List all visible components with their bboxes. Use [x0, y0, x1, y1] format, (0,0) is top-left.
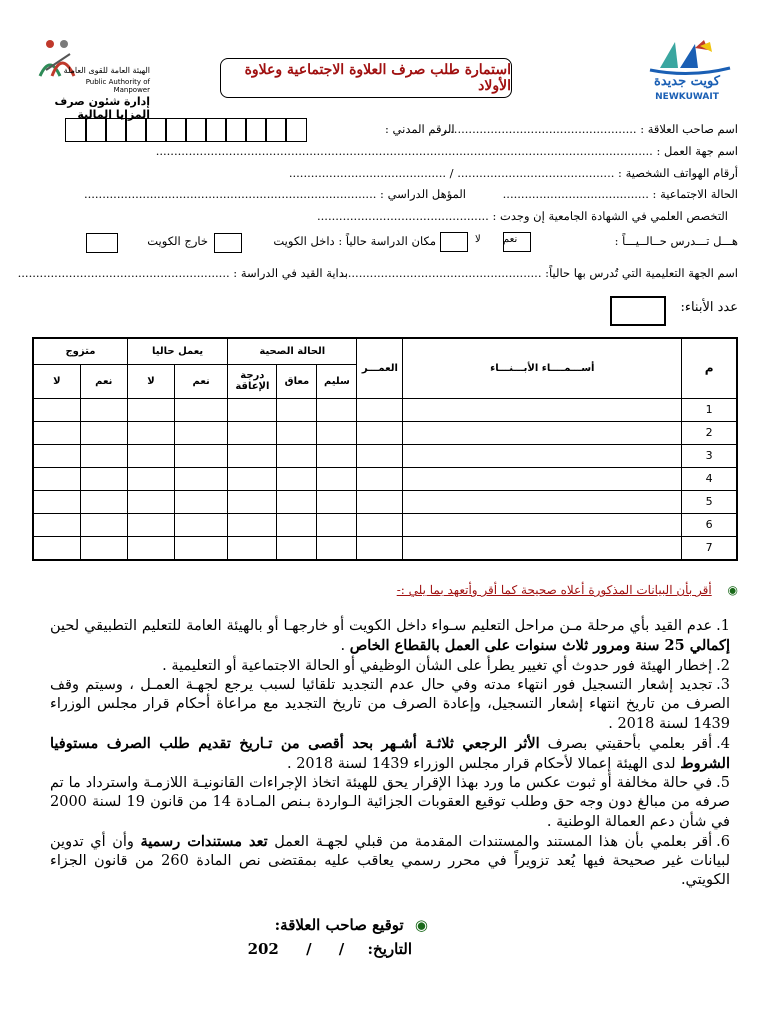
declaration-intro: ◉ أقر بأن البيانات المذكورة أعلاه صحيحة كما أقر وأتعهد بما يلي :-: [396, 583, 738, 597]
row-number: 7: [682, 536, 737, 560]
table-cell[interactable]: [277, 467, 317, 490]
table-cell[interactable]: [317, 467, 357, 490]
declaration-item: 5.في حالة مخالفة أو ثبوت عكس ما ورد بهذا الإقرار يحق للهيئة اتخاذ الإجراءات القانونيـة اللازمـة واسترداد ما تم صرفه من مبالغ دون وجه حق وطلب توقيع العقوبات الجزائية الـواردة بـنص المـادة 14 من قانون 19 لسنة 2000 في شأن دعم العمالة الوطنية .: [50, 775, 731, 830]
institution-field[interactable]: اسم الجهة التعليمية التي تُدرس بها حالياً: .......................................................: [340, 266, 738, 280]
outside-kuwait-checkbox[interactable]: [86, 233, 118, 253]
table-cell[interactable]: [403, 536, 682, 560]
logo-text-ar: كويت جديدة: [654, 74, 720, 89]
table-cell[interactable]: [403, 513, 682, 536]
table-cell[interactable]: [357, 536, 403, 560]
civil-id-label: الرقم المدني :: [385, 122, 455, 136]
table-cell[interactable]: [80, 421, 127, 444]
pam-emblem-icon: [30, 36, 150, 84]
table-row: [33, 467, 737, 490]
studying-yes-checkbox[interactable]: [503, 232, 531, 252]
table-cell[interactable]: [357, 421, 403, 444]
col-married-yes: نعم: [80, 364, 127, 398]
row-number: 3: [682, 444, 737, 467]
col-age: العمـــر: [357, 338, 403, 398]
col-working: يعمل حاليا: [127, 338, 227, 364]
row-number: 2: [682, 421, 737, 444]
no-label: لا: [475, 234, 481, 245]
form-title: استمارة طلب صرف العلاوة الاجتماعية وعلاوة الأولاد: [220, 58, 512, 98]
table-cell[interactable]: [80, 467, 127, 490]
declaration-item: 2.إخطار الهيئة فور حدوث أي تغيير يطرأ على الشأن الوظيفي أو الحالة الاجتماعية أو التعليمية .: [162, 658, 730, 674]
beneficiary-name-field[interactable]: اسم صاحب العلاقة : .....................................................: [442, 122, 738, 136]
table-cell[interactable]: [403, 398, 682, 421]
table-cell[interactable]: [127, 467, 174, 490]
table-cell[interactable]: [317, 536, 357, 560]
children-table: [32, 337, 738, 561]
table-cell[interactable]: [403, 467, 682, 490]
table-cell[interactable]: [277, 513, 317, 536]
table-cell[interactable]: [175, 490, 228, 513]
table-cell[interactable]: [277, 421, 317, 444]
logo-text-en: NEWKUWAIT: [655, 92, 719, 102]
outside-kuwait-label: خارج الكويت: [147, 234, 208, 248]
table-cell[interactable]: [357, 398, 403, 421]
study-start-field[interactable]: بداية القيد في الدراسة : ..........................................................: [17, 266, 348, 280]
date-line: التاريخ: / / 202: [247, 940, 412, 958]
table-cell[interactable]: [228, 398, 277, 421]
children-count-label: عدد الأبناء:: [680, 300, 738, 315]
studying-label: هـــل تـــدرس حــالــيـــاً :: [614, 234, 738, 248]
table-row: [33, 444, 737, 467]
declaration-item: 4.أقر بعلمي بأحقيتي بصرف الأثر الرجعي ثلاثـة أشـهر بحد أقصى من تـاريخ تقديم طلب الصرف مستوفيا الشروط لدى الهيئة إعمالا لأحكام قرار مجلس الوزراء 1439 لسنة 2018 .: [50, 735, 730, 772]
education-field[interactable]: المؤهل الدراسي : ................................................................................: [83, 187, 466, 201]
table-cell[interactable]: [33, 444, 80, 467]
table-cell[interactable]: [33, 536, 80, 560]
table-row: [33, 398, 737, 421]
table-cell[interactable]: [127, 536, 174, 560]
table-cell[interactable]: [175, 513, 228, 536]
department-name: إدارة شئون صرف المزايا المالية: [54, 95, 150, 121]
study-place-label: مكان الدراسة حالياً : داخل الكويت: [273, 234, 436, 248]
signature-line: ◉ توقيع صاحب العلاقة:: [274, 916, 428, 934]
sailboat-icon: [640, 38, 740, 78]
inside-kuwait-checkbox[interactable]: [214, 233, 242, 253]
table-cell[interactable]: [80, 398, 127, 421]
table-cell[interactable]: [317, 513, 357, 536]
phones-field[interactable]: أرقام الهواتف الشخصية : ........................................... / ...........................................: [288, 166, 738, 180]
col-working-no: لا: [127, 364, 174, 398]
table-cell[interactable]: [317, 490, 357, 513]
col-working-yes: نعم: [175, 364, 228, 398]
table-cell[interactable]: [357, 513, 403, 536]
table-row: [33, 490, 737, 513]
table-cell[interactable]: [127, 490, 174, 513]
row-number: 5: [682, 490, 737, 513]
marital-field[interactable]: الحالة الاجتماعية : ........................................: [502, 187, 738, 201]
children-count-box[interactable]: [610, 296, 666, 326]
col-married-no: لا: [33, 364, 80, 398]
studying-no-checkbox[interactable]: [440, 232, 468, 252]
table-cell[interactable]: [277, 444, 317, 467]
table-cell[interactable]: [228, 536, 277, 560]
table-cell[interactable]: [127, 444, 174, 467]
table-cell[interactable]: [175, 536, 228, 560]
table-cell[interactable]: [317, 444, 357, 467]
table-cell[interactable]: [175, 444, 228, 467]
col-married: متزوج: [33, 338, 127, 364]
row-number: 1: [682, 398, 737, 421]
table-cell[interactable]: [33, 467, 80, 490]
table-cell[interactable]: [403, 421, 682, 444]
target-bullet-icon: ◉: [727, 583, 738, 597]
col-names: أســـمــــاء الأبـــنـــاء: [403, 338, 682, 398]
employer-field[interactable]: اسم جهة العمل : ........................................................................................................................................: [155, 144, 738, 158]
table-cell[interactable]: [228, 467, 277, 490]
table-cell[interactable]: [80, 490, 127, 513]
table-cell[interactable]: [175, 398, 228, 421]
table-cell[interactable]: [277, 490, 317, 513]
table-cell[interactable]: [33, 490, 80, 513]
target-bullet-icon: ◉: [414, 916, 428, 934]
table-cell[interactable]: [317, 398, 357, 421]
table-cell[interactable]: [317, 421, 357, 444]
row-number: 6: [682, 513, 737, 536]
table-row: [33, 421, 737, 444]
declarations-list: [50, 617, 730, 890]
table-cell[interactable]: [277, 536, 317, 560]
table-cell[interactable]: [357, 467, 403, 490]
table-cell[interactable]: [228, 513, 277, 536]
table-cell[interactable]: [33, 513, 80, 536]
table-cell[interactable]: [33, 421, 80, 444]
pam-name-en: Public Authority of Manpower: [85, 78, 150, 94]
yes-label: نعم: [503, 234, 518, 245]
table-cell[interactable]: [127, 513, 174, 536]
declaration-item: 1.عدم القيد بأي مرحلة مـن مراحل التعليم سـواء داخل الكويت أو خارجهـا أو بالهيئة العامة للتعليم التطبيقي لحين إكمالي 25 سنة ومرور ثلاث سنوات على العمل بالقطاع الخاص .: [50, 618, 730, 654]
table-cell[interactable]: [357, 444, 403, 467]
table-cell[interactable]: [403, 490, 682, 513]
specialization-field[interactable]: التخصص العلمي في الشهادة الجامعية إن وجدت : ...............................................: [317, 209, 728, 223]
declaration-item: 6.أقر بعلمي بأن هذا المستند والمستندات المقدمة من قبلي لجهـة العمل تعد مستندات رسمية وأن أي تدوين لبيانات غير صحيحة فيها يُعد تزويراً في محرر رسمي يعاقب عليه بمقتضى نص المادة 260 من قانون الجزاء الكويتي.: [50, 833, 731, 888]
col-number: م: [682, 338, 737, 398]
table-cell[interactable]: [175, 421, 228, 444]
col-healthy: سليم: [317, 364, 357, 398]
col-disabled: معاق: [277, 364, 317, 398]
row-number: 4: [682, 467, 737, 490]
pam-name-ar: الهيئة العامة للقوى العاملة: [63, 66, 150, 75]
new-kuwait-logo: [640, 38, 740, 102]
pam-logo: [30, 36, 150, 94]
table-cell[interactable]: [80, 536, 127, 560]
table-cell[interactable]: [127, 398, 174, 421]
table-cell[interactable]: [80, 513, 127, 536]
table-cell[interactable]: [127, 421, 174, 444]
col-degree: درجة الإعاقة: [228, 364, 277, 398]
table-cell[interactable]: [80, 444, 127, 467]
table-cell[interactable]: [228, 421, 277, 444]
table-cell[interactable]: [277, 398, 317, 421]
table-cell[interactable]: [228, 444, 277, 467]
table-cell[interactable]: [357, 490, 403, 513]
declaration-item: 3.تجديد إشعار التسجيل فور انتهاء مدته وفي حال عدم التجديد تلقائيا لسبب يرجع لجهـة العمـل ، وسيتم وقف الصرف من تاريخ انتهاء إشعار التسجيل، وإعادة الصرف من تاريخ التجديد مع مراعاة أحكام قرار مجلس الوزراء 1439 لسنة 2018 .: [50, 677, 730, 732]
table-cell[interactable]: [175, 467, 228, 490]
col-health: الحالة الصحية: [228, 338, 357, 364]
table-cell[interactable]: [33, 398, 80, 421]
table-row: [33, 536, 737, 560]
table-row: [33, 513, 737, 536]
table-cell[interactable]: [228, 490, 277, 513]
table-cell[interactable]: [403, 444, 682, 467]
